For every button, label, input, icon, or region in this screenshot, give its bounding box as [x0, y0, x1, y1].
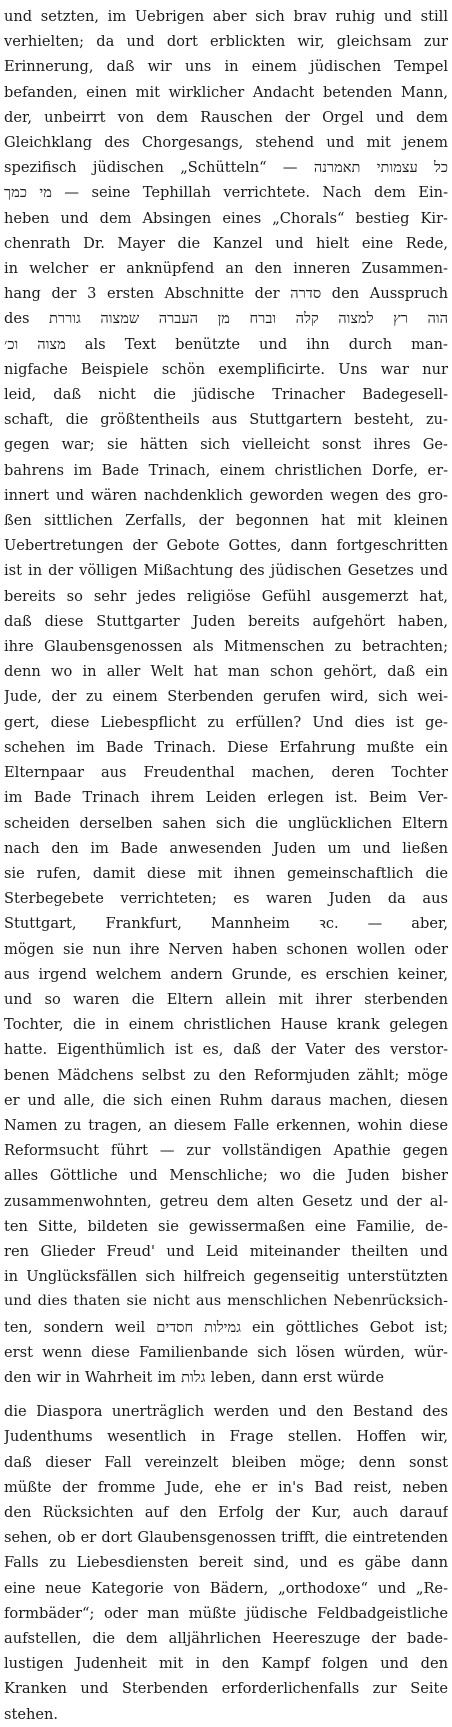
- text-line: gert, diese Liebespflicht zu erfüllen? Und dies ist ge-: [4, 713, 448, 731]
- text-line: chenrath Dr. Mayer die Kanzel und hielt eine Rede,: [4, 234, 448, 252]
- text-line: מצוה וכ׳ als Text benützte und ihn durch man-: [4, 335, 448, 353]
- text-line: Namen zu tragen, an diesem Falle erkennen, wohin diese: [4, 1116, 448, 1134]
- paragraph-2: [4, 1399, 448, 1727]
- text-line: in Unglücksfällen sich hilfreich gegenseitig unterstützten: [4, 1268, 448, 1286]
- text-line: Tochter, die in einem christlichen Hause krank gelegen: [4, 1016, 448, 1034]
- text-line: daß dieser Fall vereinzelt bleiben möge; denn sonst: [4, 1453, 448, 1471]
- text-line: Falls zu Liebesdiensten bereit sind, und es gäbe dann: [4, 1554, 448, 1572]
- paragraph-1: [4, 4, 448, 1390]
- text-line: mögen sie nun ihre Nerven haben schonen wollen oder: [4, 940, 448, 958]
- text-line: מי כמך — seine Tephillah verrichtete. Nach dem Ein-: [4, 184, 448, 202]
- text-line: ten, sondern weil גמילות חסדים ein göttliches Gebot ist;: [4, 1318, 448, 1336]
- text-line: Judenthums wesentlich in Frage stellen. Hoffen wir,: [4, 1428, 448, 1446]
- text-line: der, unbeirrt von dem Rauschen der Orgel und dem: [4, 108, 448, 126]
- text-line: ßen sittlichen Zerfalls, der begonnen hat mit kleinen: [4, 512, 448, 530]
- text-line: im Bade Trinach ihrem Leiden erlegen ist. Beim Ver-: [4, 789, 448, 807]
- text-line: benen Mädchens selbst zu den Reformjuden zählt; möge: [4, 1066, 448, 1084]
- text-line: erst wenn diese Familienbande sich lösen würden, wür-: [4, 1343, 448, 1361]
- text-line: gegen war; sie hätten sich vielleicht sonst ihres Ge-: [4, 436, 448, 454]
- text-line: Elternpaar aus Freudenthal machen, deren Tochter: [4, 764, 448, 782]
- text-line: formbäder“; oder man müßte jüdische Feldbadgeistliche: [4, 1604, 448, 1622]
- text-line: sie rufen, damit diese mit ihnen gemeinschaftlich die: [4, 864, 448, 882]
- text-line: alles Göttliche und Menschliche; wo die Juden bisher: [4, 1167, 448, 1185]
- text-line: den Rücksichten auf den Erfolg der Kur, auch darauf: [4, 1503, 448, 1521]
- text-line: aus irgend welchem andern Grunde, es erschien keiner,: [4, 965, 448, 983]
- text-line: ten Sitte, bildeten sie gewissermaßen eine Familie, de-: [4, 1217, 448, 1235]
- text-line: den wir in Wahrheit im גלות leben, dann erst würde: [4, 1368, 384, 1386]
- text-line: bahrens im Bade Trinach, einem christlichen Dorfe, er-: [4, 461, 448, 479]
- text-line: hang der 3 ersten Abschnitte der סדרה den Ausspruch: [4, 285, 448, 303]
- text-line: Stuttgart, Frankfurt, Mannheim ꝛc. — aber,: [4, 915, 448, 933]
- text-line: nach den im Bade anwesenden Juden um und ließen: [4, 839, 448, 857]
- text-line: schehen im Bade Trinach. Diese Erfahrung mußte ein: [4, 738, 448, 756]
- text-line: und so waren die Eltern allein mit ihrer sterbenden: [4, 990, 448, 1008]
- text-line: schaft, die größtentheils aus Stuttgartern besteht, zu-: [4, 411, 448, 429]
- text-line: denn wo in aller Welt hat man schon gehört, daß ein: [4, 663, 448, 681]
- text-line: leid, daß nicht die jüdische Trinacher Badegesell-: [4, 386, 448, 404]
- text-line: Erinnerung, daß wir uns in einem jüdischen Tempel: [4, 58, 448, 76]
- text-line: ren Glieder Freud' und Leid miteinander theilten und: [4, 1242, 448, 1260]
- text-line: des הוה רץ למצוה קלה וברח מן העברה שמצוה גוררת: [4, 310, 448, 328]
- text-line: und dies thaten sie nicht aus menschlichen Nebenrücksich-: [4, 1293, 448, 1310]
- text-line: stehen.: [4, 1705, 59, 1723]
- text-line: hatte. Eigenthümlich ist es, daß der Vater des verstor-: [4, 1041, 448, 1059]
- text-line: aufstellen, die dem alljährlichen Heereszuge der bade-: [4, 1630, 448, 1647]
- text-line: daß diese Stuttgarter Juden bereits aufgehört haben,: [4, 612, 448, 630]
- text-line: er und alle, die sich einen Ruhm daraus machen, diesen: [4, 1091, 448, 1109]
- text-line: verhielten; da und dort erblickten wir, gleichsam zur: [4, 33, 448, 51]
- text-line: nigfache Beispiele schön exemplificirte. Uns war nur: [4, 360, 448, 378]
- text-line: bereits so sehr jedes religiöse Gefühl ausgemerzt hat,: [4, 587, 448, 605]
- text-line: innert und wären nachdenklich geworden wegen des gro-: [4, 486, 448, 504]
- text-line: befanden, einen mit wirklicher Andacht betenden Mann,: [4, 83, 448, 101]
- text-line: und setzten, im Uebrigen aber sich brav ruhig und still: [4, 8, 448, 25]
- text-line: lustigen Judenheit mit in den Kampf folgen und den: [4, 1655, 448, 1673]
- text-line: scheiden derselben sahen sich die unglücklichen Eltern: [4, 814, 448, 832]
- text-line: Sterbegebete verrichteten; es waren Juden da aus: [4, 890, 448, 908]
- text-line: Kranken und Sterbenden erforderlichenfalls zur Seite: [4, 1680, 448, 1698]
- text-line: eine neue Kategorie von Bädern, „orthodoxe“ und „Re-: [4, 1579, 448, 1597]
- text-line: Gleichklang des Chorgesangs, stehend und mit jenem: [4, 134, 448, 152]
- text-line: heben und dem Absingen eines „Chorals“ bestieg Kir-: [4, 209, 448, 227]
- text-line: Reformsucht führt — zur vollständigen Apathie gegen: [4, 1142, 448, 1160]
- text-line: zusammenwohnten, getreu dem alten Gesetz und der al-: [4, 1192, 448, 1210]
- text-line: die Diaspora unerträglich werden und den Bestand des: [4, 1403, 448, 1421]
- text-line: Uebertretungen der Gebote Gottes, dann fortgeschritten: [4, 537, 448, 555]
- text-line: ist in der völligen Mißachtung des jüdischen Gesetzes und: [4, 562, 448, 580]
- text-line: spezifisch jüdischen „Schütteln“ — כל עצמותי תאמרנה: [4, 159, 448, 177]
- text-line: Jude, der zu einem Sterbenden gerufen wird, sich wei-: [4, 688, 448, 706]
- document-page: [4, 4, 448, 1727]
- text-line: müßte der fromme Jude, ehe er in's Bad reist, neben: [4, 1478, 448, 1496]
- text-line: ihre Glaubensgenossen als Mitmenschen zu betrachten;: [4, 638, 448, 656]
- text-line: in welcher er anknüpfend an den inneren Zusammen-: [4, 260, 448, 278]
- text-line: sehen, ob er dort Glaubensgenossen trifft, die eintretenden: [4, 1529, 448, 1547]
